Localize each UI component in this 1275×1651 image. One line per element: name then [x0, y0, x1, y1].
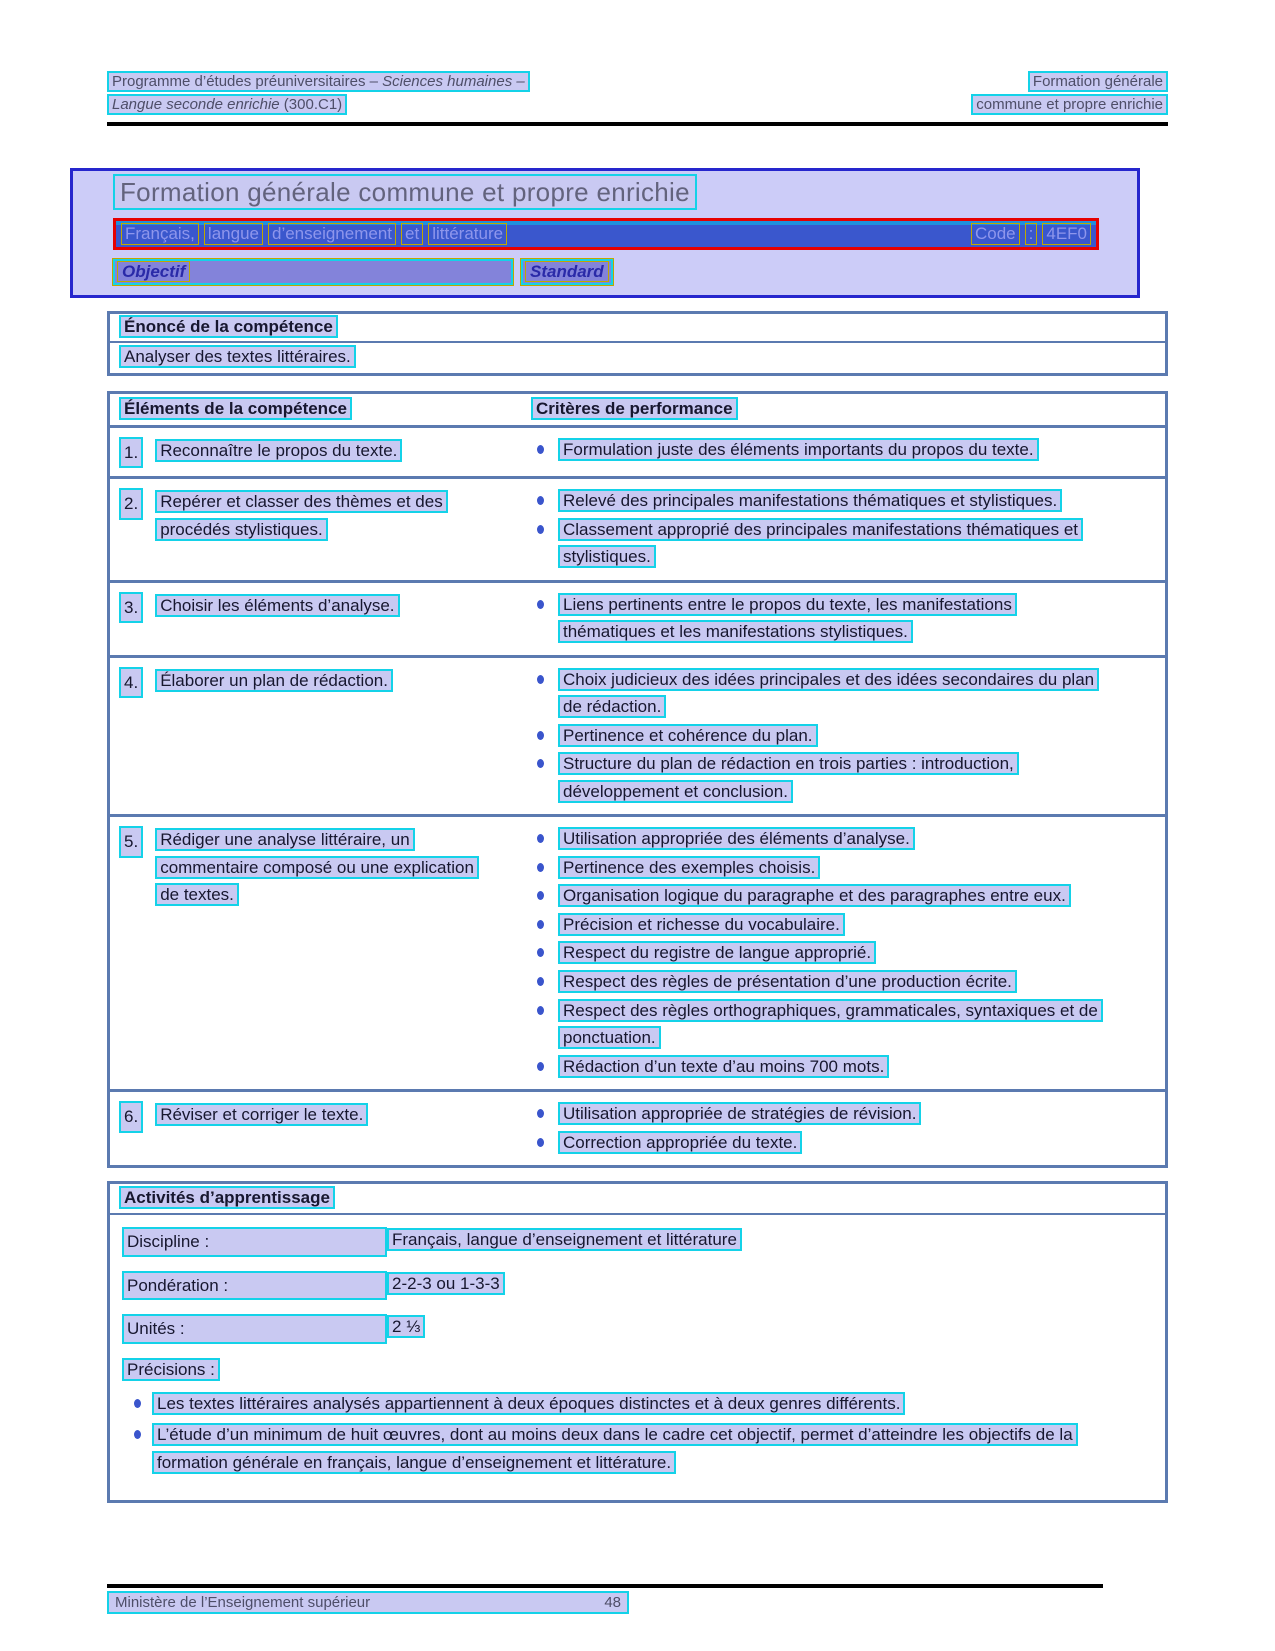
criteria-text-box: Organisation logique du paragraphe et des paragraphes entre eux.	[558, 884, 1071, 907]
criteria-item	[522, 939, 1165, 967]
table-row	[110, 583, 1165, 658]
criteria-text-box: Utilisation appropriée des éléments d’analyse.	[558, 827, 915, 850]
criteria-item	[522, 882, 1165, 910]
criteria-text-box: Correction appropriée du texte.	[558, 1131, 802, 1154]
bullet-icon	[522, 1100, 558, 1118]
element-text	[155, 1101, 368, 1129]
criteria-text-box: Respect du registre de langue approprié.	[558, 941, 876, 964]
criteria-text-box: Formulation juste des éléments importants du propos du texte.	[558, 438, 1039, 461]
precision-text	[152, 1421, 1087, 1476]
table-row	[110, 658, 1165, 818]
activites-header: Activités d’apprentissage	[110, 1184, 1165, 1215]
activites-field	[122, 1314, 1153, 1344]
col-criteres-header: Critères de performance	[522, 399, 1165, 419]
bullet-icon	[522, 968, 558, 986]
precision-item	[122, 1390, 1153, 1418]
subject-word: et	[401, 223, 423, 245]
criteria-text	[558, 666, 1103, 721]
criteria-text	[558, 487, 1062, 515]
subject-word: littérature	[428, 223, 507, 245]
field-label	[122, 1314, 387, 1344]
bullet-icon	[522, 722, 558, 740]
element-text-box: Reconnaître le propos du texte.	[155, 439, 402, 462]
bullet-icon	[522, 516, 558, 534]
precision-text	[152, 1390, 905, 1418]
criteria-text-box: Pertinence des exemples choisis.	[558, 856, 820, 879]
element-number: 5.	[119, 826, 143, 858]
field-label	[122, 1227, 387, 1257]
element-cell	[110, 590, 522, 647]
page-footer	[107, 1579, 1103, 1614]
criteria-item	[522, 825, 1165, 853]
field-label-box: Unités :	[122, 1314, 387, 1344]
table-row	[110, 1092, 1165, 1165]
element-text	[155, 437, 402, 465]
bullet-icon	[522, 436, 558, 454]
element-number: 1.	[119, 437, 143, 469]
criteria-text	[558, 1053, 889, 1081]
element-text	[155, 488, 490, 543]
criteria-cell	[522, 590, 1165, 647]
subject-word: d’enseignement	[268, 223, 396, 245]
precision-text-box: L’étude d’un minimum de huit œuvres, dont au moins deux dans le cadre cet objectif, permet d’atteindre les objectifs de la formation générale en français, langue d’enseignement et littérature.	[152, 1423, 1078, 1474]
objectif-standard-row	[113, 259, 1099, 285]
element-cell	[110, 486, 522, 572]
criteria-text	[558, 1129, 802, 1157]
field-value	[387, 1314, 425, 1344]
element-number: 2.	[119, 488, 143, 520]
element-number: 4.	[119, 667, 143, 699]
subject-bar-words	[121, 223, 507, 245]
code-word: :	[1025, 223, 1038, 245]
criteria-text-box: Pertinence et cohérence du plan.	[558, 724, 818, 747]
subject-word: langue	[204, 223, 263, 245]
activites-field	[122, 1227, 1153, 1257]
criteria-item	[522, 1053, 1165, 1081]
objectif-label: Objectif	[117, 261, 190, 282]
element-text-box: Rédiger une analyse littéraire, un commentaire composé ou une explication de textes.	[155, 828, 479, 906]
enonce-body: Analyser des textes littéraires.	[110, 343, 1165, 373]
element-text-box: Choisir les éléments d’analyse.	[155, 594, 399, 617]
element-text-box: Repérer et classer des thèmes et des procédés stylistiques.	[155, 490, 448, 541]
element-cell	[110, 665, 522, 807]
criteria-text	[558, 591, 1103, 646]
criteria-item	[522, 997, 1165, 1052]
activites-body	[110, 1215, 1165, 1500]
activites-fields	[122, 1227, 1153, 1344]
element-text-box: Réviser et corriger le texte.	[155, 1103, 368, 1126]
criteria-text-box: Respect des règles de présentation d’une production écrite.	[558, 970, 1017, 993]
element-text	[155, 592, 399, 620]
field-label	[122, 1271, 387, 1301]
standard-label: Standard	[521, 259, 613, 285]
criteria-item	[522, 750, 1165, 805]
footer-strip	[107, 1591, 629, 1614]
criteria-item	[522, 722, 1165, 750]
criteria-text-box: Liens pertinents entre le propos du texte, les manifestations thématiques et les manifestations stylistiques.	[558, 593, 1017, 644]
subject-code	[971, 223, 1091, 245]
bullet-icon	[522, 1053, 558, 1071]
bullet-icon	[522, 882, 558, 900]
criteria-text	[558, 911, 845, 939]
precision-item	[122, 1421, 1153, 1476]
field-label-box: Pondération :	[122, 1271, 387, 1301]
footer-rule	[107, 1584, 1103, 1588]
field-label-box: Discipline :	[122, 1227, 387, 1257]
field-value	[387, 1271, 505, 1301]
header-left	[107, 70, 530, 117]
bullet-icon	[522, 911, 558, 929]
table-row	[110, 817, 1165, 1092]
footer-ministry: Ministère de l’Enseignement supérieur	[115, 1594, 371, 1611]
bullet-icon	[522, 591, 558, 609]
criteria-text	[558, 436, 1039, 464]
bullet-icon	[522, 750, 558, 768]
code-word: 4EF0	[1042, 223, 1091, 245]
bullet-icon	[522, 487, 558, 505]
element-cell	[110, 824, 522, 1081]
activites-table	[107, 1181, 1168, 1503]
criteria-item	[522, 911, 1165, 939]
criteria-text-box: Choix judicieux des idées principales et des idées secondaires du plan de rédaction.	[558, 668, 1099, 719]
bullet-icon	[522, 939, 558, 957]
criteria-text	[558, 882, 1071, 910]
criteria-item	[522, 854, 1165, 882]
criteria-item	[522, 516, 1165, 571]
criteria-text	[558, 722, 818, 750]
criteria-item	[522, 1100, 1165, 1128]
element-text	[155, 826, 490, 909]
activites-field	[122, 1271, 1153, 1301]
criteria-cell	[522, 435, 1165, 469]
col-elements-header: Éléments de la compétence	[110, 399, 522, 419]
precision-text-box: Les textes littéraires analysés appartiennent à deux époques distinctes et à deux genres différents.	[152, 1392, 905, 1415]
subject-bar	[113, 218, 1099, 250]
bullet-icon	[522, 1129, 558, 1147]
header-rule	[107, 122, 1168, 126]
element-text-box: Élaborer un plan de rédaction.	[155, 669, 393, 692]
criteria-cell	[522, 824, 1165, 1081]
bullet-icon	[522, 997, 558, 1015]
criteria-cell	[522, 486, 1165, 572]
subject-word: Français,	[121, 223, 199, 245]
criteria-text-box: Utilisation appropriée de stratégies de révision.	[558, 1102, 921, 1125]
header-left-line2: Langue seconde enrichie (300.C1)	[107, 94, 347, 115]
criteria-text-box: Rédaction d’un texte d’au moins 700 mots.	[558, 1055, 889, 1078]
criteria-text	[558, 1100, 921, 1128]
precisions-list	[122, 1390, 1153, 1477]
header-right-line1: Formation générale	[1028, 71, 1168, 92]
precisions-label: Précisions :	[122, 1360, 1153, 1380]
field-value-box: 2-2-3 ou 1-3-3	[387, 1272, 505, 1295]
field-value-box: 2 ⅓	[387, 1315, 425, 1338]
criteria-text-box: Classement approprié des principales manifestations thématiques et stylistiques.	[558, 518, 1083, 569]
criteria-cell	[522, 665, 1165, 807]
field-value-box: Français, langue d’enseignement et littérature	[387, 1228, 742, 1251]
criteria-item	[522, 487, 1165, 515]
code-word: Code	[971, 223, 1020, 245]
objectif-strip	[113, 259, 513, 285]
bullet-icon	[122, 1390, 152, 1408]
table-row	[110, 479, 1165, 583]
header-left-line1: Programme d’études préuniversitaires – Sciences humaines –	[107, 71, 530, 92]
title-panel	[70, 168, 1140, 298]
header-right-line2: commune et propre enrichie	[971, 94, 1168, 115]
criteria-text	[558, 939, 876, 967]
field-value	[387, 1227, 742, 1257]
competence-table-header	[110, 394, 1165, 428]
table-row	[110, 428, 1165, 480]
criteria-item	[522, 666, 1165, 721]
element-cell	[110, 1099, 522, 1157]
element-number: 3.	[119, 592, 143, 624]
header-right	[971, 70, 1168, 117]
criteria-item	[522, 436, 1165, 464]
bullet-icon	[522, 825, 558, 843]
element-text	[155, 667, 393, 695]
element-cell	[110, 435, 522, 469]
bullet-icon	[122, 1421, 152, 1439]
criteria-text	[558, 825, 915, 853]
criteria-item	[522, 968, 1165, 996]
criteria-cell	[522, 1099, 1165, 1157]
page-number: 48	[604, 1594, 621, 1611]
criteria-item	[522, 591, 1165, 646]
page-header	[107, 70, 1168, 117]
page-title: Formation générale commune et propre enrichie	[113, 174, 697, 210]
bullet-icon	[522, 666, 558, 684]
criteria-text	[558, 997, 1103, 1052]
criteria-text	[558, 750, 1103, 805]
criteria-text	[558, 968, 1017, 996]
criteria-text-box: Précision et richesse du vocabulaire.	[558, 913, 845, 936]
criteria-text-box: Relevé des principales manifestations thématiques et stylistiques.	[558, 489, 1062, 512]
criteria-text	[558, 854, 820, 882]
criteria-text-box: Structure du plan de rédaction en trois parties : introduction, développement et conclusion.	[558, 752, 1019, 803]
element-number: 6.	[119, 1101, 143, 1133]
enonce-table	[107, 311, 1168, 376]
criteria-item	[522, 1129, 1165, 1157]
competence-table	[107, 391, 1168, 1169]
competence-rows	[110, 428, 1165, 1166]
criteria-text	[558, 516, 1103, 571]
bullet-icon	[522, 854, 558, 872]
criteria-text-box: Respect des règles orthographiques, grammaticales, syntaxiques et de ponctuation.	[558, 999, 1103, 1050]
enonce-header: Énoncé de la compétence	[110, 314, 1165, 343]
